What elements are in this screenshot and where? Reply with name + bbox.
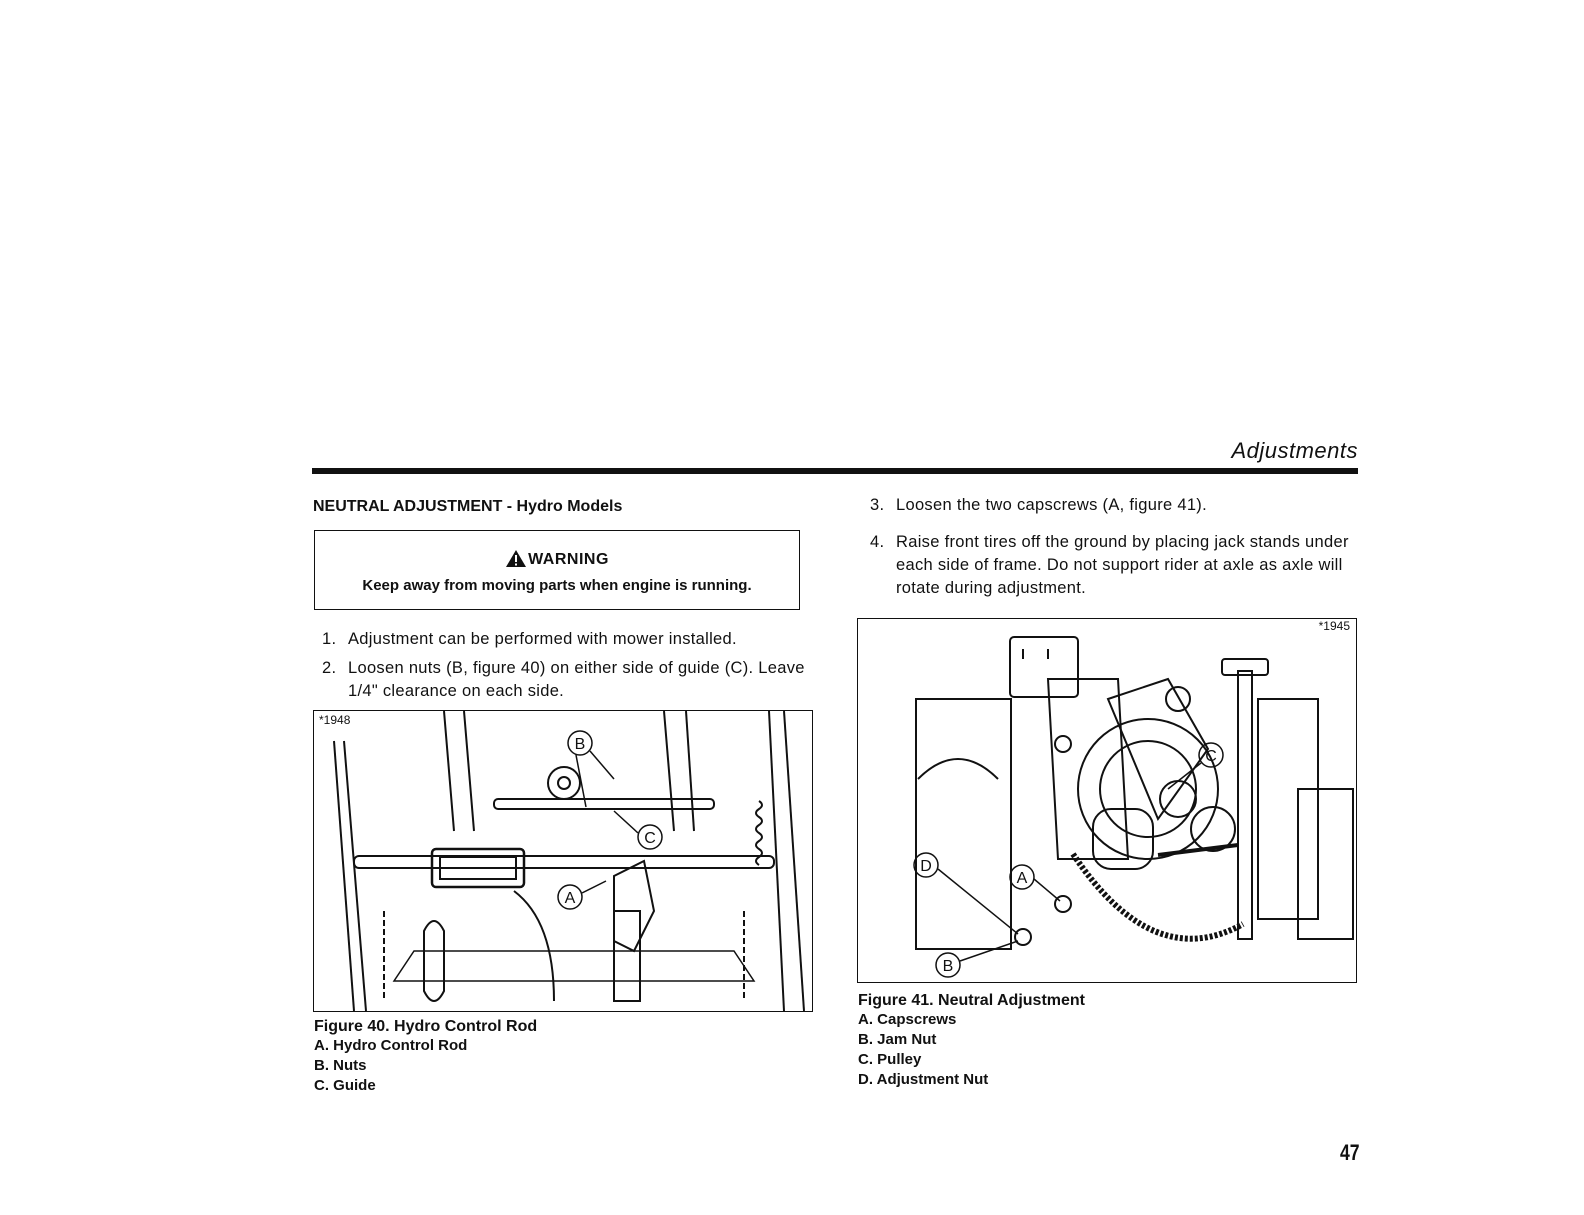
neutral-adjustment-drawing bbox=[858, 619, 1357, 983]
legend-item: B. Nuts bbox=[314, 1057, 367, 1074]
step-item bbox=[870, 494, 1358, 517]
step-number: 1. bbox=[322, 630, 337, 648]
step-item bbox=[322, 657, 812, 703]
warning-box bbox=[314, 530, 800, 610]
figure-41-caption bbox=[858, 992, 1085, 1090]
legend-item: A. Capscrews bbox=[858, 1011, 957, 1028]
steps-list-right bbox=[870, 494, 1358, 600]
step-text: Loosen nuts (B, figure 40) on either side of guide (C). Leave 1/4" clearance on each side. bbox=[348, 659, 805, 700]
page-number: 47 bbox=[1340, 1140, 1360, 1165]
warning-title-row bbox=[315, 549, 799, 569]
step-item bbox=[870, 531, 1358, 600]
warning-title: WARNING bbox=[528, 551, 609, 568]
callout-label: A bbox=[1016, 870, 1028, 887]
step-text: Loosen the two capscrews (A, figure 41). bbox=[896, 496, 1207, 514]
legend-item: D. Adjustment Nut bbox=[858, 1071, 989, 1088]
callout-label: D bbox=[920, 858, 932, 875]
figure-code: *1945 bbox=[1318, 619, 1350, 633]
section-heading: NEUTRAL ADJUSTMENT - Hydro Models bbox=[313, 498, 623, 515]
legend-item: C. Guide bbox=[314, 1077, 376, 1094]
figure-40-illustration bbox=[313, 710, 813, 1012]
figure-41-illustration bbox=[857, 618, 1357, 983]
step-number: 3. bbox=[870, 496, 885, 514]
warning-text: Keep away from moving parts when engine is running. bbox=[362, 577, 752, 594]
callout-label: B bbox=[574, 736, 586, 753]
figure-code: *1948 bbox=[319, 713, 351, 727]
caption-title: Figure 40. Hydro Control Rod bbox=[314, 1018, 538, 1035]
step-number: 2. bbox=[322, 659, 337, 677]
header-rule bbox=[312, 468, 1358, 474]
callout-label: B bbox=[942, 958, 954, 975]
figure-40-caption bbox=[314, 1018, 537, 1096]
caption-title: Figure 41. Neutral Adjustment bbox=[858, 992, 1085, 1009]
callout-label: A bbox=[564, 890, 576, 907]
step-item bbox=[322, 628, 812, 651]
step-text: Raise front tires off the ground by placing jack stands under each side of frame. Do not support rider at axle as axle will rotate during adjustment. bbox=[896, 533, 1349, 597]
legend-item: B. Jam Nut bbox=[858, 1031, 937, 1048]
legend-item: A. Hydro Control Rod bbox=[314, 1037, 468, 1054]
step-text: Adjustment can be performed with mower installed. bbox=[348, 630, 737, 648]
warning-triangle-icon bbox=[505, 549, 527, 568]
hydro-control-rod-drawing bbox=[314, 711, 813, 1012]
section-title: Adjustments bbox=[1231, 438, 1358, 463]
callout-label: C bbox=[644, 830, 656, 847]
legend-item: C. Pulley bbox=[858, 1051, 922, 1068]
steps-list-left bbox=[322, 628, 812, 703]
callout-label: C bbox=[1205, 748, 1217, 765]
step-number: 4. bbox=[870, 533, 885, 551]
